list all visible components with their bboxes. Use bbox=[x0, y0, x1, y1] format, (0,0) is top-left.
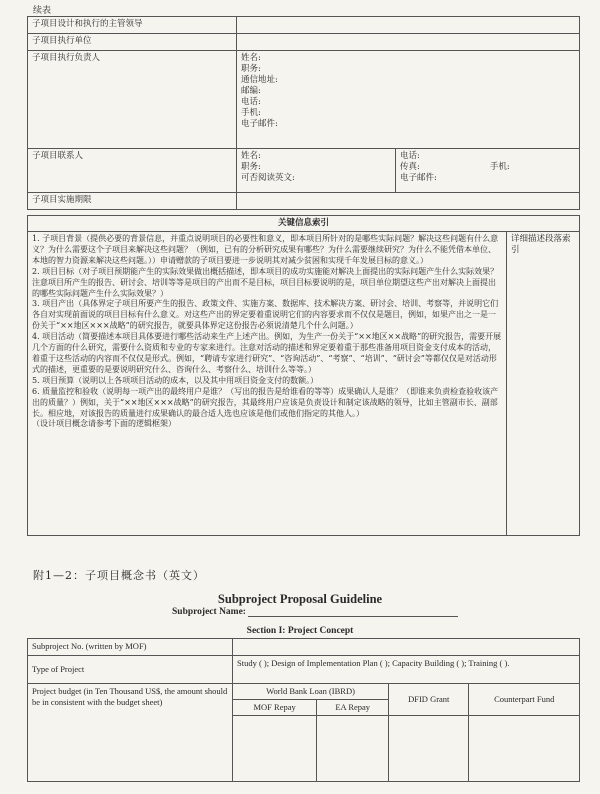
key-para: 5. 项目预算（说明以上各项项目活动的成本，以及其中用项目资金支付的数额。） bbox=[32, 375, 319, 385]
subproject-name-label: Subproject Name: bbox=[172, 607, 246, 617]
contact-field: 电话: bbox=[400, 151, 420, 161]
contact-field: 传真: 手机: bbox=[400, 162, 510, 172]
budget-label: Project budget (in Ten Thousand US$, the amount should be in consistent with the budget sheet) bbox=[28, 684, 233, 782]
contact-field: 电子邮件: bbox=[400, 173, 437, 183]
unit-value bbox=[237, 34, 580, 51]
key-para: 3. 项目产出（具体界定子项目所要产生的报告、政策文件、实施方案、数据库、技术解决方案、研讨会、培训、考察等，并说明它们各自对实现前面说的项目目标有什么意义。对这些产出的界定要着重说明它们的内容要求而不仅仅是题目，例如，如果产出之一是一份关于“××地区×××战略”的研究报告，就要具体界定这份报告必须说清楚几个什么问题。） bbox=[32, 299, 499, 331]
contact-left bbox=[237, 149, 396, 193]
mof-repay-value bbox=[233, 716, 317, 782]
key-para: 2. 项目目标（对子项目预期能产生的实际效果做出概括描述，即本项目的成功实施能对解决上面提出的实际问题产生什么实际效果？注意项目所产生的报告、研讨会、培训等等是项目的产出而不是目标，项目目标要说明的是，项目单位期望这些产出对解决上面提出的哪些实际问题产生什么实际效果？） bbox=[32, 266, 499, 298]
contact-field: 可否阅读英文: bbox=[241, 173, 295, 183]
key-info-text bbox=[28, 232, 507, 536]
head-field: 通信地址: bbox=[241, 75, 278, 85]
subproject-no-label: Subproject No. (written by MOF) bbox=[28, 639, 233, 656]
key-info-table bbox=[27, 215, 580, 536]
key-para: 4. 项目活动（简要描述本项目具体要进行哪些活动来生产上述产出。例如，为生产一份关于“××地区××战略”的研究报告，需要开展几个方面的什么研究，需要什么资质和专业的专家来进行。注意对活动的描述和界定要着重于那些准备用项目资金支付成本的活动，着重于这些活动的内容而不仅仅是形式。例如，“聘请专家进行研究”、“咨询活动”、“考察”、“培训”、“研讨会”等都仅仅是对活动形式的描述，更重要的是要说明研究什么、咨询什么、考察什么、培训什么等等。） bbox=[32, 332, 502, 374]
subproject-no-value bbox=[233, 639, 580, 656]
type-label: Type of Project bbox=[28, 656, 233, 684]
ea-repay-value bbox=[317, 716, 389, 782]
leader-label: 子项目设计和执行的主管领导 bbox=[28, 17, 237, 34]
section-title: Section I: Project Concept bbox=[246, 626, 354, 636]
head-field: 手机: bbox=[241, 108, 261, 118]
subproject-name-line[interactable] bbox=[248, 606, 458, 617]
head-field: 邮编: bbox=[241, 86, 261, 96]
appendix-title: 附1—2：子项目概念书（英文） bbox=[33, 569, 205, 582]
head-field: 职务: bbox=[241, 64, 261, 74]
english-title: Subproject Proposal Guideline bbox=[217, 592, 383, 606]
dfid-header: DFID Grant bbox=[389, 684, 469, 716]
unit-label: 子项目执行单位 bbox=[28, 34, 237, 51]
key-side-note: 详细描述段落索引 bbox=[507, 232, 580, 536]
period-value bbox=[237, 193, 580, 210]
key-para: 6. 质量监控和验收（说明每一项产出的最终用户是谁？（写出的报告是给谁看的等等）成果确认人是谁？（即谁来负责检查验收该产出的质量？）例如，关于“××地区×××战略”的研究报告，其最终用户应该是负责设计和制定该战略的领导，比如主管副市长、副部长。相应地，对该报告的质量进行成果确认的最合适人选也应该是他们或他们指定的其他人。） bbox=[32, 386, 499, 418]
contact-label: 子项目联系人 bbox=[28, 149, 237, 193]
counterpart-value bbox=[469, 716, 580, 782]
period-label: 子项目实施期限 bbox=[28, 193, 237, 210]
leader-value bbox=[237, 17, 580, 34]
head-field: 电子邮件: bbox=[241, 119, 278, 129]
wb-loan-header: World Bank Loan (IBRD) bbox=[233, 684, 389, 700]
dfid-value bbox=[389, 716, 469, 782]
type-options: Study ( ); Design of Implementation Plan ( ); Capacity Building ( ); Training ( ). bbox=[233, 656, 580, 684]
key-index-header: 关键信息索引 bbox=[28, 216, 580, 232]
key-para: 1. 子项目背景（提供必要的背景信息，并重点说明项目的必要性和意义，即本项目所针对的是哪些实际问题？解决这些问题有什么意义？为什么需要这个子项目来解决这些问题？（例如，已有的分析研究成果有哪些？为什么需要继续研究？为什么不能凭借本单位、本地的智力资源来解决这些问题。））申请赠款的子项目要进一步说明其对减少贫困和实现千年发展目标的意义。） bbox=[32, 234, 499, 265]
head-field: 姓名: bbox=[241, 53, 261, 63]
head-label: 子项目执行负责人 bbox=[28, 51, 237, 149]
continued-label: 续表 bbox=[33, 6, 52, 16]
key-para: （设计项目概念请参考下面的逻辑框架） bbox=[32, 419, 176, 429]
mof-repay-header: MOF Repay bbox=[233, 700, 317, 716]
counterpart-header: Counterpart Fund bbox=[469, 684, 580, 716]
head-fields bbox=[237, 51, 580, 149]
project-concept-table bbox=[27, 638, 580, 782]
subproject-name-row bbox=[172, 606, 458, 617]
contact-right bbox=[396, 149, 580, 193]
contact-field: 职务: bbox=[241, 162, 261, 172]
contact-field: 姓名: bbox=[241, 151, 261, 161]
ea-repay-header: EA Repay bbox=[317, 700, 389, 716]
head-field: 电话: bbox=[241, 97, 261, 107]
project-info-table bbox=[27, 16, 580, 210]
